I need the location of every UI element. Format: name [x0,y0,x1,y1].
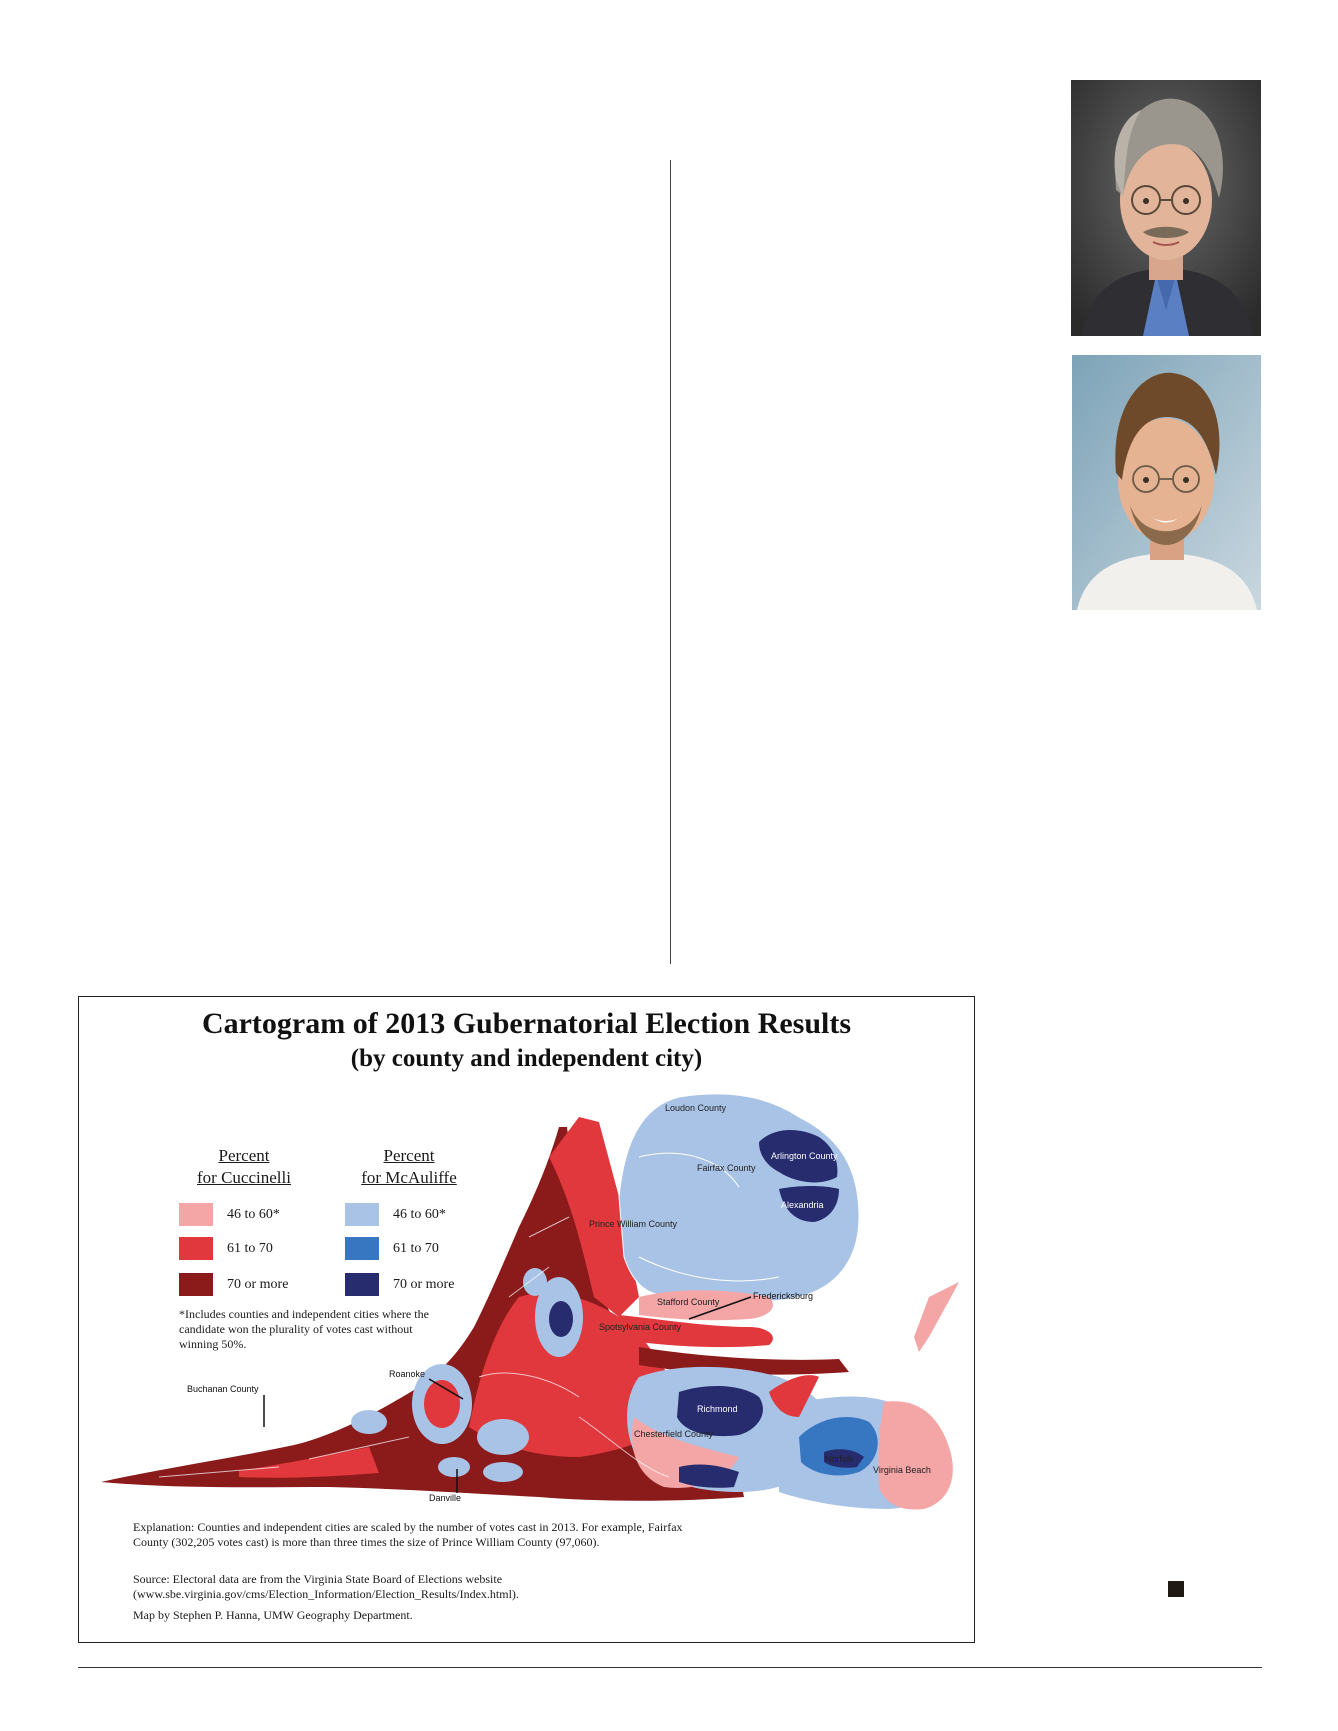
legend-swatch-cuccinelli-1 [179,1203,213,1226]
label-chesterfield: Chesterfield County [634,1429,714,1439]
map-source: Source: Electoral data are from the Virginia State Board of Elections website (www.sbe.virginia.gov/cms/Election_Information/Election_Results/Index.html). [133,1572,519,1601]
label-alexandria: Alexandria [781,1200,824,1210]
label-virginia-beach: Virginia Beach [873,1465,931,1475]
author-photo-2 [1072,355,1261,610]
label-roanoke: Roanoke [389,1369,426,1379]
column-divider [670,160,671,964]
page-bottom-rule [78,1667,1262,1668]
map-explanation: Explanation: Counties and independent cities are scaled by the number of votes cast in 2013. For example, Fairfax County (302,205 votes cast) is more than three times the size of Prince William County (97,060). [133,1520,683,1549]
legend-swatch-mcauliffe-1 [345,1203,379,1226]
legend-label-cuccinelli-3: 70 or more [227,1277,289,1292]
legend-heading-mcauliffe: Percent for McAuliffe [361,1146,457,1187]
legend-label-cuccinelli-1: 46 to 60* [227,1207,280,1222]
legend-label-mcauliffe-3: 70 or more [393,1277,455,1292]
label-spotsylvania: Spotsylvania County [599,1322,682,1332]
legend-heading-cuccinelli: Percent for Cuccinelli [197,1146,291,1187]
legend-label-mcauliffe-2: 61 to 70 [393,1241,439,1256]
map-credit: Map by Stephen P. Hanna, UMW Geography Department. [133,1608,413,1622]
label-loudon: Loudon County [665,1103,727,1113]
label-richmond: Richmond [697,1404,738,1414]
cartogram-figure [78,996,975,1643]
map-subtitle: (by county and independent city) [350,1045,703,1072]
region-danville [438,1457,470,1477]
region-buchanan [351,1410,387,1434]
label-prince-william: Prince William County [589,1219,678,1229]
label-fredericksburg: Fredericksburg [753,1291,814,1301]
label-stafford: Stafford County [657,1297,720,1307]
legend-swatch-cuccinelli-3 [179,1273,213,1296]
author-photo-1 [1071,80,1261,336]
map-title: Cartogram of 2013 Gubernatorial Election Results [201,1007,852,1040]
legend-footnote: *Includes counties and independent cities where the candidate won the plurality of votes cast without winning 50%. [179,1307,429,1351]
legend-label-cuccinelli-2: 61 to 70 [227,1241,273,1256]
label-danville: Danville [429,1493,462,1503]
label-norfolk: Norfolk [825,1454,854,1464]
legend-swatch-mcauliffe-3 [345,1273,379,1296]
legend-swatch-cuccinelli-2 [179,1237,213,1260]
label-fairfax: Fairfax County [697,1163,756,1173]
end-of-article-mark [1168,1581,1184,1597]
region-virginia-beach [878,1401,953,1509]
legend-label-mcauliffe-1: 46 to 60* [393,1207,446,1222]
label-arlington: Arlington County [771,1151,838,1161]
label-buchanan: Buchanan County [187,1384,259,1394]
legend-swatch-mcauliffe-2 [345,1237,379,1260]
region-eastern-shore [914,1282,959,1352]
